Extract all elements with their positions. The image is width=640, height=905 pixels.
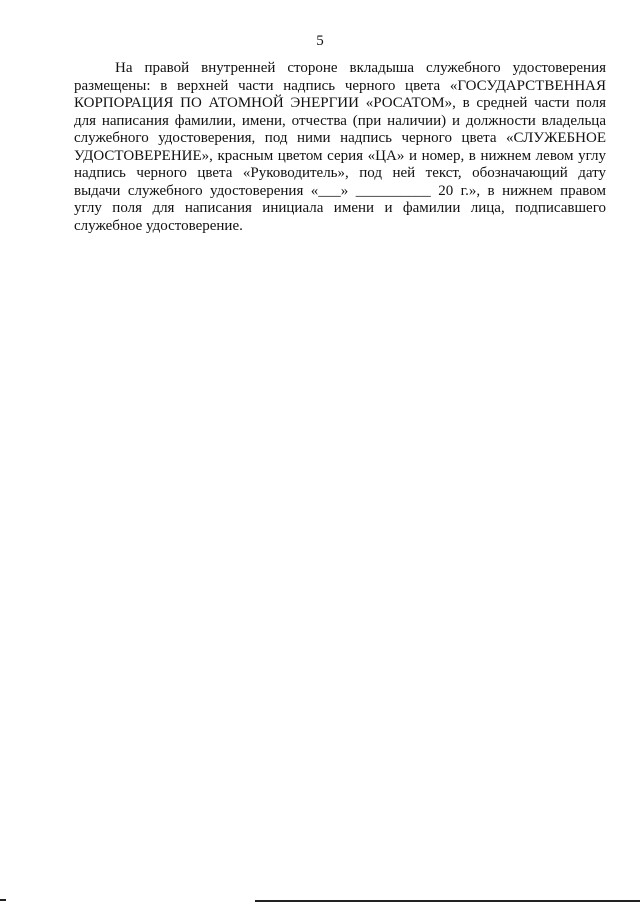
paragraph-line: выдачи служебного удостоверения «___» __________ 20 г.», в нижнем правом bbox=[74, 182, 606, 199]
paragraph-line: углу поля для написания инициала имени и фамилии лица, подписавшего bbox=[74, 200, 606, 216]
paragraph-line: размещены: в верхней части надпись черного цвета «ГОСУДАРСТВЕННАЯ bbox=[74, 77, 606, 94]
scan-edge-line bbox=[255, 900, 640, 902]
paragraph-line: УДОСТОВЕРЕНИЕ», красным цветом серия «ЦА» и номер, в нижнем левом углу bbox=[74, 147, 606, 164]
body-paragraph bbox=[74, 60, 606, 235]
paragraph-line: КОРПОРАЦИЯ ПО АТОМНОЙ ЭНЕРГИИ «РОСАТОМ», в средней части поля bbox=[74, 95, 606, 111]
paragraph-line: надпись черного цвета «Руководитель», под ней текст, обозначающий дату bbox=[74, 165, 606, 181]
paragraph-line: На правой внутренней стороне вкладыша служебного удостоверения bbox=[115, 60, 606, 76]
paragraph-line: служебное удостоверение. bbox=[74, 217, 243, 234]
page-number: 5 bbox=[316, 33, 324, 49]
paragraph-line: служебного удостоверения, под ними надпись черного цвета «СЛУЖЕБНОЕ bbox=[74, 130, 606, 146]
scan-edge-mark bbox=[0, 899, 6, 901]
paragraph-line: для написания фамилии, имени, отчества (при наличии) и должности владельца bbox=[74, 112, 606, 129]
